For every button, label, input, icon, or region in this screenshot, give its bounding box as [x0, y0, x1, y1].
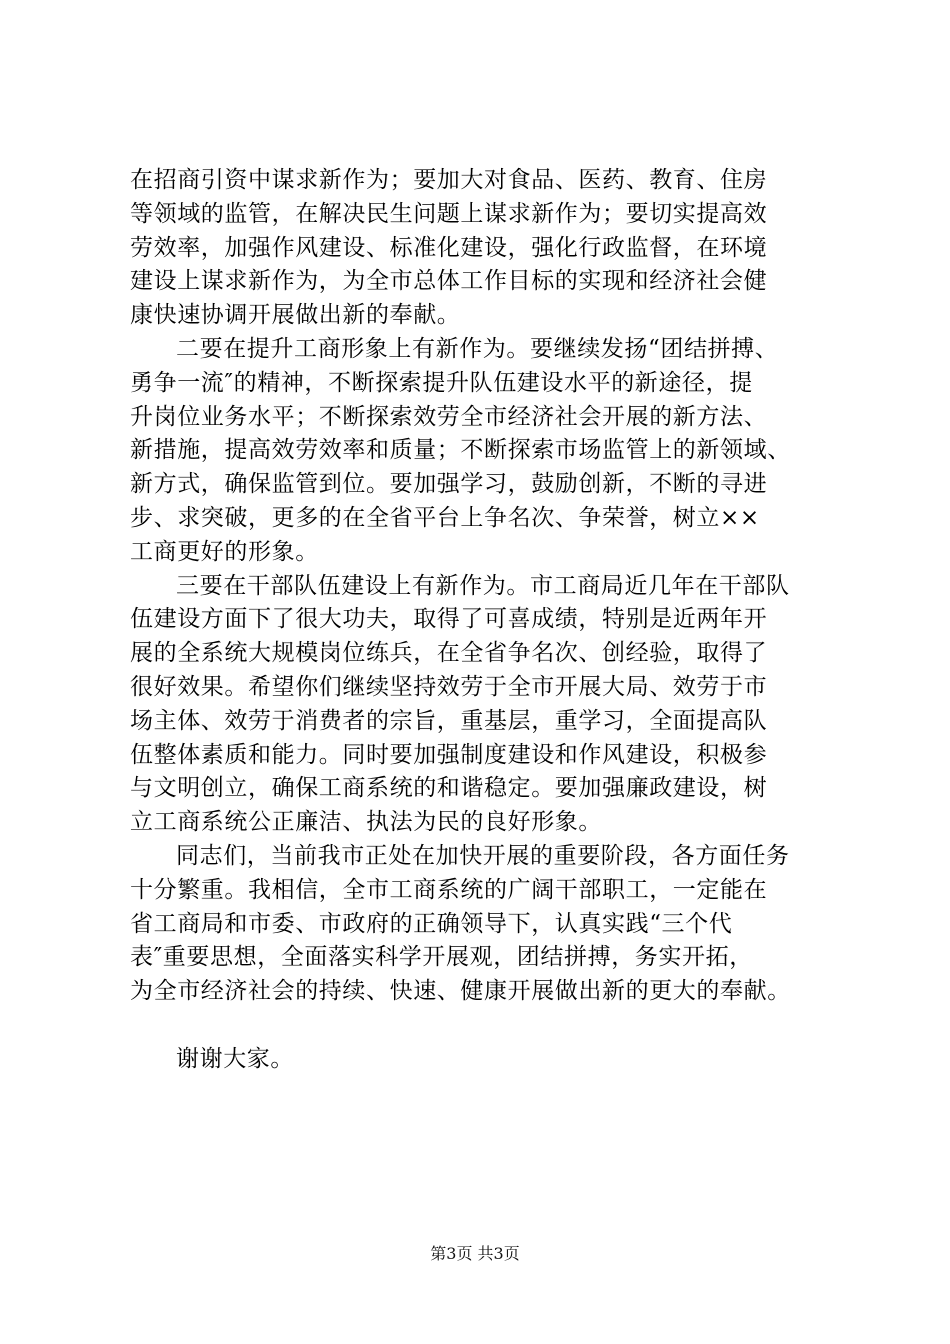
text-line: 场主体、效劳于消费者的宗旨，重基层，重学习，全面提高队 [130, 707, 768, 734]
text-line: 康快速协调开展做出新的奉献。 [130, 302, 461, 329]
paragraph-start-line: 同志们，当前我市正处在加快开展的重要阶段，各方面任务 [176, 842, 790, 869]
text-line: 与文明创立，确保工商系统的和谐稳定。要加强廉政建设，树 [130, 775, 768, 802]
text-line: 勇争一流″的精神，不断探索提升队伍建设水平的新途径，提 [130, 369, 753, 396]
text-line: 为全市经济社会的持续、快速、健康开展做出新的更大的奉献。 [130, 978, 791, 1005]
paragraph-start-line: 三要在干部队伍建设上有新作为。市工商局近几年在干部队 [176, 572, 790, 599]
text-line: 很好效果。希望你们继续坚持效劳于全市开展大局、效劳于市 [130, 673, 768, 700]
text-line: 十分繁重。我相信，全市工商系统的广阔干部职工，一定能在 [130, 876, 768, 903]
text-line: 等领域的监管，在解决民生问题上谋求新作为；要切实提高效 [130, 200, 768, 227]
text-line: 工商更好的形象。 [130, 538, 319, 565]
text-line: 新方式，确保监管到位。要加强学习，鼓励创新，不断的寻进 [130, 471, 768, 498]
text-line: 展的全系统大规模岗位练兵，在全省争名次、创经验，取得了 [130, 640, 768, 667]
page-footer: 第3页 共3页 [430, 1244, 520, 1263]
closing-line: 谢谢大家。 [176, 1045, 294, 1072]
text-line: 伍建设方面下了很大功夫，取得了可喜成绩，特别是近两年开 [130, 606, 768, 633]
text-line: 表″重要思想，全面落实科学开展观，团结拼搏，务实开拓， [130, 944, 753, 971]
text-line: 步、求突破，更多的在全省平台上争名次、争荣誉，树立×× [130, 504, 760, 531]
text-line: 省工商局和市委、市政府的正确领导下，认真实践“三个代 [130, 910, 733, 937]
text-line: 立工商系统公正廉洁、执法为民的良好形象。 [130, 809, 602, 836]
paragraph-start-line: 二要在提升工商形象上有新作为。要继续发扬“团结拼搏、 [176, 335, 779, 362]
text-line: 升岗位业务水平；不断探索效劳全市经济社会开展的新方法、 [130, 403, 768, 430]
text-line: 伍整体素质和能力。同时要加强制度建设和作风建设，积极参 [130, 741, 768, 768]
text-line: 新措施，提高效劳效率和质量；不断探索市场监管上的新领域、 [130, 437, 791, 464]
blank-line [130, 1009, 860, 1043]
text-line: 劳效率，加强作风建设、标准化建设，强化行政监督，在环境 [130, 234, 768, 261]
text-line: 在招商引资中谋求新作为；要加大对食品、医药、教育、住房 [130, 167, 768, 193]
text-line: 建设上谋求新作为，为全市总体工作目标的实现和经济社会健 [130, 268, 768, 295]
document-body [130, 164, 860, 1077]
